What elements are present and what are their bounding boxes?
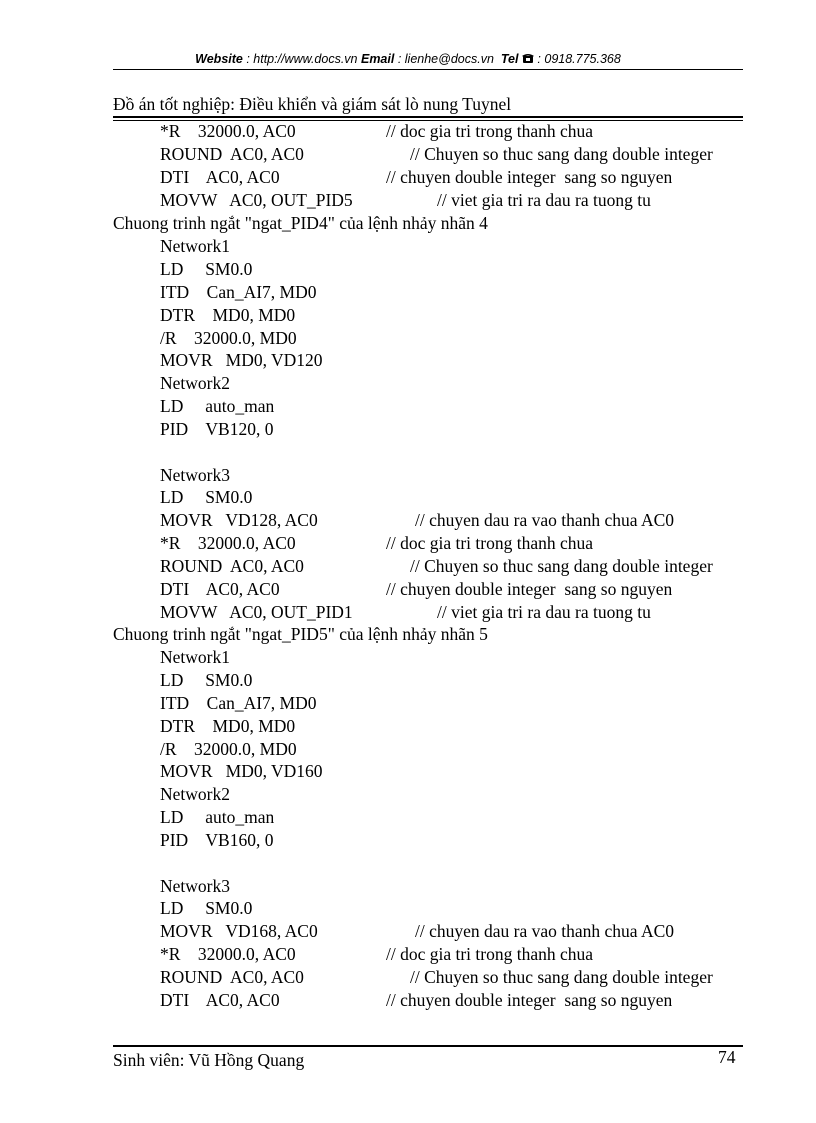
code-comment: // Chuyen so thuc sang dang double integer (410, 144, 713, 164)
code-line: ROUND AC0, AC0 (160, 556, 304, 576)
code-line: LD SM0.0 (160, 670, 253, 690)
code-line: MOVR MD0, VD160 (160, 761, 323, 781)
footer-student: Sinh viên: Vũ Hồng Quang (113, 1050, 305, 1070)
code-comment: // doc gia tri trong thanh chua (386, 533, 594, 553)
code-line: ROUND AC0, AC0 (160, 967, 304, 987)
code-line: DTI AC0, AC0 (160, 167, 280, 187)
code-line: MOVR VD168, AC0 (160, 921, 318, 941)
footer-divider (113, 1045, 743, 1047)
code-line: DTI AC0, AC0 (160, 990, 280, 1010)
code-line: PID VB160, 0 (160, 830, 274, 850)
code-line: Network1 (160, 236, 230, 256)
code-line: LD SM0.0 (160, 898, 253, 918)
code-line: /R 32000.0, MD0 (160, 739, 297, 759)
tel-value: 0918.775.368 (544, 52, 621, 66)
code-line: Network3 (160, 465, 230, 485)
code-line: MOVW AC0, OUT_PID5 (160, 190, 353, 210)
code-comment: // Chuyen so thuc sang dang double integer (410, 556, 713, 576)
code-line: ITD Can_AI7, MD0 (160, 282, 317, 302)
code-comment: // viet gia tri ra dau ra tuong tu (437, 602, 651, 622)
title-rule-thick (113, 116, 743, 118)
tel-sep: : (533, 52, 545, 66)
code-line: Network2 (160, 373, 230, 393)
code-line: LD auto_man (160, 396, 275, 416)
email-value[interactable]: lienhe@docs.vn (404, 52, 494, 66)
website-url[interactable]: http://www.docs.vn (253, 52, 358, 66)
website-sep: : (242, 52, 254, 66)
code-line: *R 32000.0, AC0 (160, 944, 296, 964)
tel-label: Tel (500, 52, 519, 66)
code-comment: // chuyen double integer sang so nguyen (386, 990, 673, 1010)
email-sep: : (394, 52, 405, 66)
code-comment: // chuyen dau ra vao thanh chua AC0 (415, 510, 675, 530)
code-line: ITD Can_AI7, MD0 (160, 693, 317, 713)
code-line: MOVR MD0, VD120 (160, 350, 323, 370)
code-line: *R 32000.0, AC0 (160, 121, 296, 141)
code-line: Network3 (160, 876, 230, 896)
code-comment: // Chuyen so thuc sang dang double integer (410, 967, 713, 987)
code-comment: // doc gia tri trong thanh chua (386, 944, 594, 964)
code-line: Network1 (160, 647, 230, 667)
page-number: 74 (718, 1047, 736, 1067)
code-line: MOVR VD128, AC0 (160, 510, 318, 530)
code-comment: // chuyen double integer sang so nguyen (386, 167, 673, 187)
website-label: Website (195, 52, 243, 66)
code-line: LD auto_man (160, 807, 275, 827)
section-heading: Chuong trinh ngắt "ngat_PID4" của lệnh nhảy nhãn 4 (113, 213, 488, 233)
code-line: DTR MD0, MD0 (160, 305, 296, 325)
code-line: ROUND AC0, AC0 (160, 144, 304, 164)
website-header (0, 52, 816, 67)
header-divider (113, 69, 743, 70)
code-line: /R 32000.0, MD0 (160, 328, 297, 348)
code-comment: // viet gia tri ra dau ra tuong tu (437, 190, 651, 210)
code-line: LD SM0.0 (160, 487, 253, 507)
section-heading: Chuong trinh ngắt "ngat_PID5" của lệnh nhảy nhãn 5 (113, 624, 488, 644)
code-comment: // doc gia tri trong thanh chua (386, 121, 594, 141)
code-line: *R 32000.0, AC0 (160, 533, 296, 553)
code-line: DTR MD0, MD0 (160, 716, 296, 736)
code-line: MOVW AC0, OUT_PID1 (160, 602, 353, 622)
code-comment: // chuyen dau ra vao thanh chua AC0 (415, 921, 675, 941)
code-line: DTI AC0, AC0 (160, 579, 280, 599)
phone-icon (522, 53, 534, 67)
email-label: Email (360, 52, 395, 66)
code-line: LD SM0.0 (160, 259, 253, 279)
document-title: Đồ án tốt nghiệp: Điều khiển và giám sát lò nung Tuynel (113, 94, 512, 114)
code-comment: // chuyen double integer sang so nguyen (386, 579, 673, 599)
code-line: Network2 (160, 784, 230, 804)
code-line: PID VB120, 0 (160, 419, 274, 439)
